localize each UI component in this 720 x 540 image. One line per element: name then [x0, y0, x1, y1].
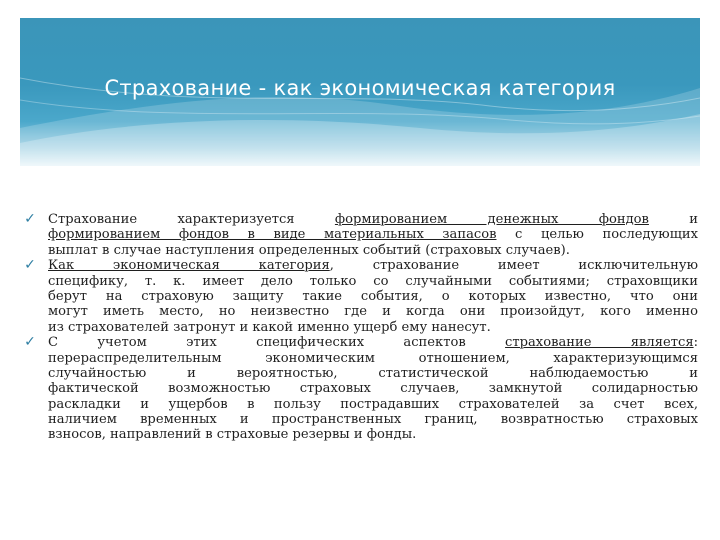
checkmark-icon: ✓ — [24, 211, 36, 227]
title-banner — [20, 18, 700, 166]
underlined-text: формированием денежных фондов — [334, 212, 649, 227]
text-run: случайностью и вероятностью, статистической наблюдаемостью и — [48, 365, 698, 381]
text-line — [48, 243, 698, 258]
text-run: берут на страховую защиту такие события, о которых известно, что они — [48, 288, 698, 304]
text-line — [48, 258, 698, 273]
text-run: могут иметь место, но неизвестно где и когда они произойдут, кого именно — [48, 304, 698, 320]
text-run: из страхователей затронут и какой именно ущерб ему нанесут. — [48, 319, 491, 335]
text-line — [48, 320, 698, 335]
text-line — [48, 427, 698, 442]
bullet-item — [24, 211, 699, 258]
text-run: фактической возможностью страховых случаев, замкнутой солидарностью — [48, 381, 698, 397]
underlined-text: страхование является — [505, 335, 694, 351]
text-line — [48, 227, 698, 242]
text-run: : — [693, 335, 699, 351]
bullet-list — [24, 211, 699, 443]
checkmark-icon: ✓ — [24, 334, 36, 351]
text-line — [48, 381, 698, 396]
text-run: выплат в случае наступления определенных событий (страховых случаев). — [48, 242, 570, 258]
text-run: перераспределительным экономическим отношением, характеризующимся — [48, 350, 698, 366]
text-run: раскладки и ущербов в пользу пострадавших страхователей за счет всех, — [48, 396, 698, 412]
text-run: наличием временных и пространственных границ, возвратностью страховых — [48, 412, 698, 428]
text-run: взносов, направлений в страховые резервы и фонды. — [48, 427, 417, 443]
text-line — [48, 304, 698, 319]
underlined-text: Как экономическая категория — [48, 258, 330, 274]
text-line — [48, 351, 698, 366]
checkmark-icon: ✓ — [24, 257, 36, 274]
slide-title: Страхование - как экономическая категория — [104, 76, 616, 100]
bullet-item — [24, 257, 698, 335]
text-run: и — [648, 212, 699, 227]
text-run: специфику, т. к. имеет дело только со случайными событиями; страховщики — [48, 273, 698, 289]
text-line — [48, 212, 698, 227]
text-line — [48, 412, 698, 427]
text-line — [48, 366, 698, 381]
text-run: с целью последующих — [496, 227, 698, 243]
text-run: , страхование имеет исключительную — [329, 258, 698, 274]
text-line — [48, 289, 698, 304]
bullet-item — [24, 334, 699, 443]
text-run: С учетом этих специфических аспектов — [48, 335, 506, 351]
underlined-text: формированием фондов в виде материальных запасов — [48, 227, 497, 243]
text-line — [48, 335, 698, 350]
text-run: Страхование характеризуется — [48, 212, 335, 227]
text-line — [48, 274, 698, 289]
text-line — [48, 397, 698, 412]
